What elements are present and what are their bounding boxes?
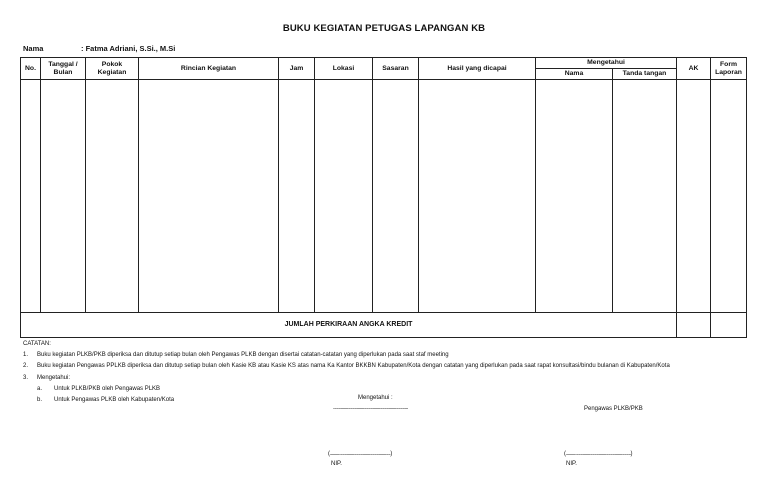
cell-form xyxy=(711,80,747,313)
cell-no xyxy=(21,80,41,313)
cell-lokasi xyxy=(315,80,373,313)
cell-nama xyxy=(536,80,613,313)
header-tanda-tangan: Tanda tangan xyxy=(613,69,677,80)
note-subitem: b. Untuk Pengawas PLKB oleh Kabupaten/Kota xyxy=(37,397,175,404)
name-row xyxy=(23,44,176,53)
header-sasaran: Sasaran xyxy=(373,58,419,80)
header-tanggal: Tanggal / Bulan xyxy=(41,58,86,80)
notes-heading: CATATAN: xyxy=(23,341,51,347)
cell-tanggal xyxy=(41,80,86,313)
nip-right: NIP. xyxy=(566,461,577,467)
header-hasil: Hasil yang dicapai xyxy=(419,58,536,80)
cell-pokok xyxy=(86,80,139,313)
header-no: No. xyxy=(21,58,41,80)
cell-hasil xyxy=(419,80,536,313)
table-row xyxy=(21,80,747,313)
note-item: 1. Buku kegiatan PLKB/PKB diperiksa dan ditutup setiap bulan oleh Pengawas PLKB dengan disertai catatan-catatan yang diperlukan pada saat staf meeting xyxy=(23,352,449,359)
note-item: 2. Buku kegiatan Pengawas PPLKB diperiksa dan ditutup setiap bulan oleh Kasie KB atau Kasie KS atas nama Ka Kantor BKKBN Kabupaten/Kota dengan catatan yang diperlukan pada saat rapat konsultasi/bindu bulanan di Kabupaten/Kota xyxy=(23,363,670,370)
cell-jam xyxy=(279,80,315,313)
header-jam: Jam xyxy=(279,58,315,80)
name-label: Nama xyxy=(23,44,44,53)
total-form-cell xyxy=(711,313,747,338)
signature-bracket-left: (.........................................................) xyxy=(328,451,392,457)
header-form-laporan: Form Laporan xyxy=(711,58,747,80)
name-value: : Fatma Adriani, S.Si., M.Si xyxy=(81,44,176,53)
signature-dotted-line: ...................................................................... xyxy=(333,405,408,411)
note-subitem: a. Untuk PLKB/PKB oleh Pengawas PLKB xyxy=(37,385,161,392)
mengetahui-label: Mengetahui : xyxy=(358,395,393,401)
signature-bracket-right: (.............................................................) xyxy=(564,451,632,457)
total-ak-cell xyxy=(677,313,711,338)
pengawas-label: Pengawas PLKB/PKB xyxy=(584,406,643,412)
header-nama: Nama xyxy=(536,69,613,80)
cell-rincian xyxy=(139,80,279,313)
cell-tanda-tangan xyxy=(613,80,677,313)
header-pokok-kegiatan: Pokok Kegiatan xyxy=(86,58,139,80)
header-ak: AK xyxy=(677,58,711,80)
header-rincian-kegiatan: Rincian Kegiatan xyxy=(139,58,279,80)
document-title: BUKU KEGIATAN PETUGAS LAPANGAN KB xyxy=(282,23,486,34)
activity-table xyxy=(20,57,747,338)
cell-sasaran xyxy=(373,80,419,313)
cell-ak xyxy=(677,80,711,313)
header-lokasi: Lokasi xyxy=(315,58,373,80)
note-item: 3. Mengetahui: xyxy=(23,374,71,381)
header-mengetahui: Mengetahui xyxy=(536,58,677,69)
nip-left: NIP. xyxy=(331,461,342,467)
total-label: JUMLAH PERKIRAAN ANGKA KREDIT xyxy=(21,313,677,338)
total-row xyxy=(21,313,747,338)
